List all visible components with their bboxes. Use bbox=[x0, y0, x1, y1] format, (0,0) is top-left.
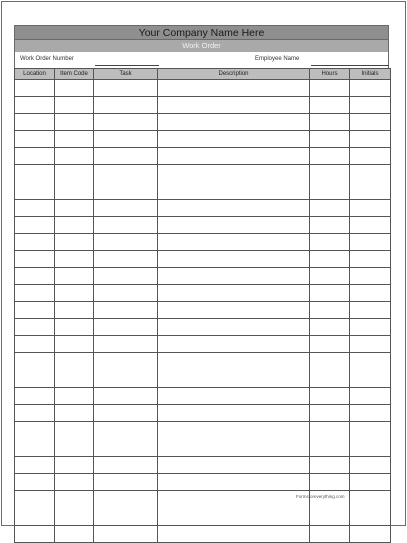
cell-task[interactable] bbox=[94, 405, 158, 422]
cell-location[interactable] bbox=[15, 251, 55, 268]
employee-name-field[interactable] bbox=[311, 65, 389, 66]
cell-location[interactable] bbox=[15, 405, 55, 422]
cell-initials[interactable] bbox=[350, 388, 391, 405]
work-order-number-label: Work Order Number bbox=[20, 56, 74, 62]
form-title: Work Order bbox=[182, 41, 221, 50]
cell-initials[interactable] bbox=[350, 97, 391, 114]
cell-item-code[interactable] bbox=[55, 336, 94, 353]
cell-description[interactable] bbox=[158, 131, 310, 148]
cell-initials[interactable] bbox=[350, 405, 391, 422]
cell-description[interactable] bbox=[158, 148, 310, 165]
cell-hours[interactable] bbox=[310, 97, 350, 114]
cell-item-code[interactable] bbox=[55, 302, 94, 319]
cell-item-code[interactable] bbox=[55, 165, 94, 200]
cell-hours[interactable] bbox=[310, 526, 350, 543]
cell-item-code[interactable] bbox=[55, 422, 94, 457]
cell-description[interactable] bbox=[158, 526, 310, 543]
cell-task[interactable] bbox=[94, 388, 158, 405]
table-row bbox=[15, 526, 391, 543]
cell-hours[interactable] bbox=[310, 336, 350, 353]
footer-credit: Formsforeverything.com bbox=[296, 494, 345, 499]
employee-name-label: Employee Name bbox=[255, 56, 300, 62]
cell-item-code[interactable] bbox=[55, 251, 94, 268]
cell-hours[interactable] bbox=[310, 457, 350, 474]
cell-description[interactable] bbox=[158, 353, 310, 388]
table-row bbox=[15, 302, 391, 319]
cell-initials[interactable] bbox=[350, 422, 391, 457]
cell-item-code[interactable] bbox=[55, 114, 94, 131]
cell-description[interactable] bbox=[158, 285, 310, 302]
table-row bbox=[15, 457, 391, 474]
cell-location[interactable] bbox=[15, 234, 55, 251]
cell-item-code[interactable] bbox=[55, 526, 94, 543]
table-row bbox=[15, 165, 391, 200]
cell-hours[interactable] bbox=[310, 319, 350, 336]
cell-task[interactable] bbox=[94, 474, 158, 491]
header-fields-row bbox=[14, 52, 389, 68]
cell-task[interactable] bbox=[94, 114, 158, 131]
cell-task[interactable] bbox=[94, 234, 158, 251]
cell-initials[interactable] bbox=[350, 491, 391, 526]
cell-item-code[interactable] bbox=[55, 217, 94, 234]
table-row bbox=[15, 336, 391, 353]
cell-location[interactable] bbox=[15, 526, 55, 543]
cell-hours[interactable] bbox=[310, 200, 350, 217]
cell-initials[interactable] bbox=[350, 302, 391, 319]
cell-location[interactable] bbox=[15, 319, 55, 336]
column-header-initials: Initials bbox=[350, 69, 391, 80]
company-name-banner bbox=[14, 25, 389, 40]
cell-location[interactable] bbox=[15, 268, 55, 285]
cell-task[interactable] bbox=[94, 251, 158, 268]
cell-description[interactable] bbox=[158, 97, 310, 114]
cell-description[interactable] bbox=[158, 405, 310, 422]
cell-initials[interactable] bbox=[350, 474, 391, 491]
cell-location[interactable] bbox=[15, 200, 55, 217]
cell-item-code[interactable] bbox=[55, 388, 94, 405]
cell-task[interactable] bbox=[94, 268, 158, 285]
cell-initials[interactable] bbox=[350, 457, 391, 474]
cell-task[interactable] bbox=[94, 80, 158, 97]
cell-hours[interactable] bbox=[310, 131, 350, 148]
cell-description[interactable] bbox=[158, 251, 310, 268]
column-header-item-code: Item Code bbox=[55, 69, 94, 80]
table-row bbox=[15, 268, 391, 285]
cell-location[interactable] bbox=[15, 353, 55, 388]
table-row bbox=[15, 131, 391, 148]
cell-task[interactable] bbox=[94, 148, 158, 165]
cell-item-code[interactable] bbox=[55, 353, 94, 388]
cell-location[interactable] bbox=[15, 336, 55, 353]
cell-location[interactable] bbox=[15, 217, 55, 234]
cell-initials[interactable] bbox=[350, 251, 391, 268]
cell-initials[interactable] bbox=[350, 200, 391, 217]
cell-description[interactable] bbox=[158, 302, 310, 319]
table-row bbox=[15, 353, 391, 388]
table-row bbox=[15, 388, 391, 405]
cell-location[interactable] bbox=[15, 285, 55, 302]
cell-description[interactable] bbox=[158, 217, 310, 234]
table-row bbox=[15, 97, 391, 114]
table-row bbox=[15, 80, 391, 97]
cell-description[interactable] bbox=[158, 336, 310, 353]
cell-location[interactable] bbox=[15, 97, 55, 114]
cell-task[interactable] bbox=[94, 526, 158, 543]
cell-task[interactable] bbox=[94, 165, 158, 200]
cell-location[interactable] bbox=[15, 302, 55, 319]
table-row bbox=[15, 422, 391, 457]
cell-description[interactable] bbox=[158, 234, 310, 251]
cell-item-code[interactable] bbox=[55, 234, 94, 251]
cell-hours[interactable] bbox=[310, 217, 350, 234]
cell-item-code[interactable] bbox=[55, 491, 94, 526]
cell-item-code[interactable] bbox=[55, 97, 94, 114]
cell-description[interactable] bbox=[158, 200, 310, 217]
cell-location[interactable] bbox=[15, 422, 55, 457]
cell-description[interactable] bbox=[158, 491, 310, 526]
cell-task[interactable] bbox=[94, 217, 158, 234]
company-name: Your Company Name Here bbox=[138, 27, 265, 39]
table-row bbox=[15, 474, 391, 491]
cell-initials[interactable] bbox=[350, 526, 391, 543]
cell-hours[interactable] bbox=[310, 302, 350, 319]
cell-task[interactable] bbox=[94, 457, 158, 474]
cell-description[interactable] bbox=[158, 165, 310, 200]
cell-task[interactable] bbox=[94, 200, 158, 217]
cell-hours[interactable] bbox=[310, 285, 350, 302]
table-row bbox=[15, 217, 391, 234]
cell-location[interactable] bbox=[15, 148, 55, 165]
cell-description[interactable] bbox=[158, 319, 310, 336]
column-header-location: Location bbox=[15, 69, 55, 80]
cell-initials[interactable] bbox=[350, 336, 391, 353]
cell-description[interactable] bbox=[158, 388, 310, 405]
table-body bbox=[15, 80, 391, 543]
cell-initials[interactable] bbox=[350, 80, 391, 97]
cell-location[interactable] bbox=[15, 114, 55, 131]
cell-hours[interactable] bbox=[310, 474, 350, 491]
cell-hours[interactable] bbox=[310, 148, 350, 165]
cell-task[interactable] bbox=[94, 131, 158, 148]
cell-hours[interactable] bbox=[310, 388, 350, 405]
cell-task[interactable] bbox=[94, 319, 158, 336]
cell-location[interactable] bbox=[15, 474, 55, 491]
cell-initials[interactable] bbox=[350, 234, 391, 251]
cell-initials[interactable] bbox=[350, 114, 391, 131]
cell-task[interactable] bbox=[94, 422, 158, 457]
column-header-description: Description bbox=[158, 69, 310, 80]
cell-item-code[interactable] bbox=[55, 405, 94, 422]
table-row bbox=[15, 148, 391, 165]
cell-initials[interactable] bbox=[350, 319, 391, 336]
table-row bbox=[15, 319, 391, 336]
work-order-number-field[interactable] bbox=[95, 65, 159, 66]
cell-item-code[interactable] bbox=[55, 285, 94, 302]
cell-hours[interactable] bbox=[310, 405, 350, 422]
cell-location[interactable] bbox=[15, 457, 55, 474]
cell-item-code[interactable] bbox=[55, 80, 94, 97]
cell-description[interactable] bbox=[158, 268, 310, 285]
cell-hours[interactable] bbox=[310, 422, 350, 457]
cell-task[interactable] bbox=[94, 336, 158, 353]
cell-hours[interactable] bbox=[310, 165, 350, 200]
cell-item-code[interactable] bbox=[55, 131, 94, 148]
cell-description[interactable] bbox=[158, 80, 310, 97]
cell-hours[interactable] bbox=[310, 114, 350, 131]
cell-item-code[interactable] bbox=[55, 268, 94, 285]
cell-item-code[interactable] bbox=[55, 457, 94, 474]
cell-task[interactable] bbox=[94, 97, 158, 114]
cell-location[interactable] bbox=[15, 388, 55, 405]
cell-initials[interactable] bbox=[350, 131, 391, 148]
cell-hours[interactable] bbox=[310, 234, 350, 251]
column-header-hours: Hours bbox=[310, 69, 350, 80]
table-row bbox=[15, 405, 391, 422]
cell-task[interactable] bbox=[94, 285, 158, 302]
cell-initials[interactable] bbox=[350, 268, 391, 285]
form-title-banner bbox=[14, 40, 389, 52]
cell-location[interactable] bbox=[15, 491, 55, 526]
cell-initials[interactable] bbox=[350, 285, 391, 302]
cell-item-code[interactable] bbox=[55, 319, 94, 336]
cell-initials[interactable] bbox=[350, 353, 391, 388]
cell-location[interactable] bbox=[15, 80, 55, 97]
table-row bbox=[15, 200, 391, 217]
cell-description[interactable] bbox=[158, 114, 310, 131]
cell-task[interactable] bbox=[94, 353, 158, 388]
cell-description[interactable] bbox=[158, 422, 310, 457]
cell-hours[interactable] bbox=[310, 268, 350, 285]
table-header-row bbox=[15, 69, 391, 80]
table-row bbox=[15, 251, 391, 268]
cell-initials[interactable] bbox=[350, 165, 391, 200]
column-header-task: Task bbox=[94, 69, 158, 80]
cell-task[interactable] bbox=[94, 302, 158, 319]
table-row bbox=[15, 285, 391, 302]
table-row bbox=[15, 234, 391, 251]
cell-task[interactable] bbox=[94, 491, 158, 526]
cell-hours[interactable] bbox=[310, 80, 350, 97]
cell-item-code[interactable] bbox=[55, 148, 94, 165]
cell-hours[interactable] bbox=[310, 251, 350, 268]
table-row bbox=[15, 114, 391, 131]
cell-item-code[interactable] bbox=[55, 474, 94, 491]
cell-initials[interactable] bbox=[350, 217, 391, 234]
cell-initials[interactable] bbox=[350, 148, 391, 165]
work-order-table bbox=[14, 68, 391, 543]
cell-location[interactable] bbox=[15, 131, 55, 148]
cell-description[interactable] bbox=[158, 474, 310, 491]
cell-description[interactable] bbox=[158, 457, 310, 474]
cell-location[interactable] bbox=[15, 165, 55, 200]
cell-hours[interactable] bbox=[310, 353, 350, 388]
cell-item-code[interactable] bbox=[55, 200, 94, 217]
